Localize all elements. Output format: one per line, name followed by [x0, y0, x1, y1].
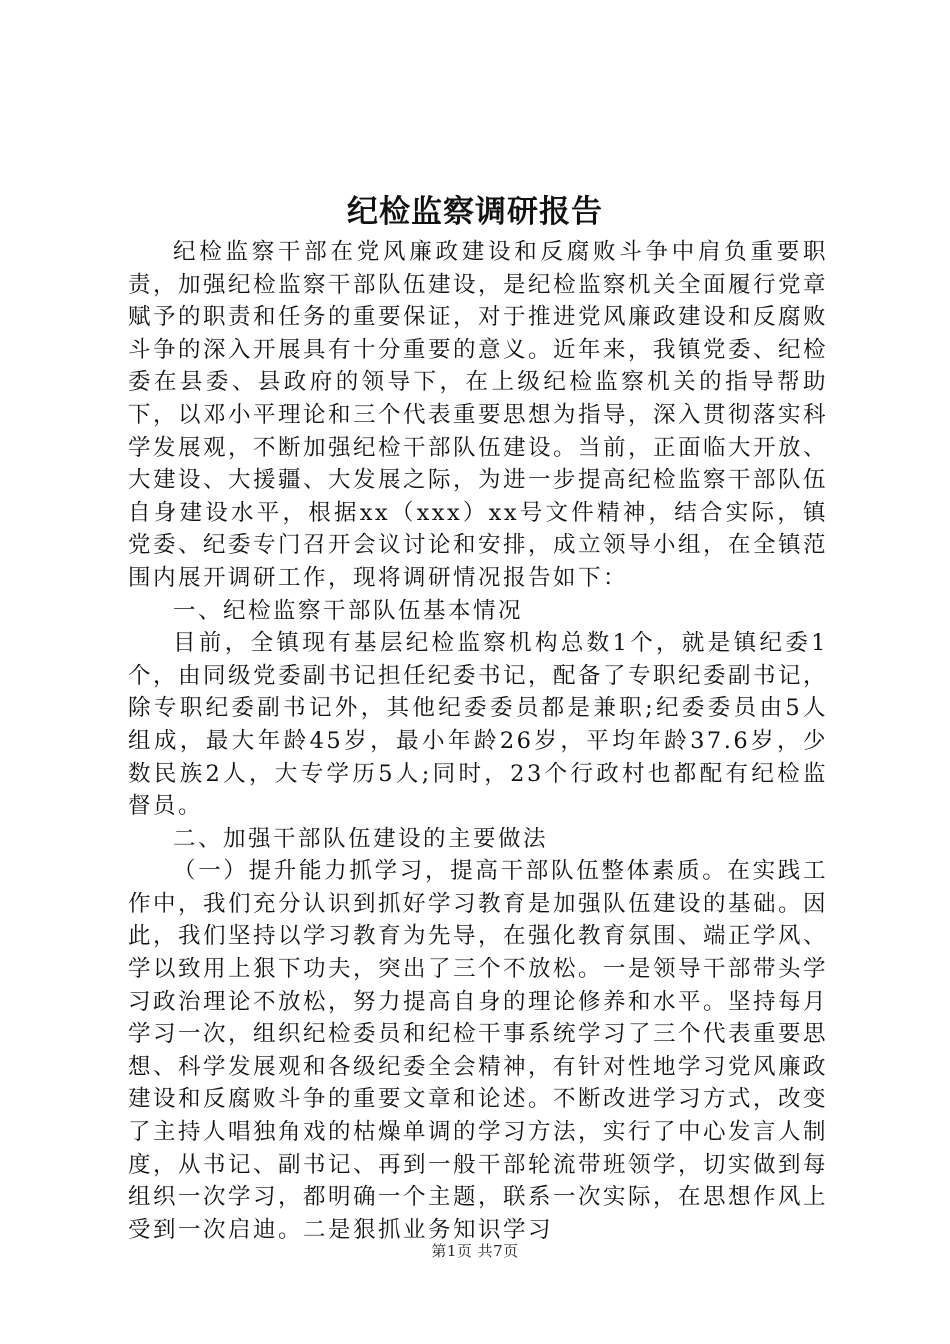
section-heading-1: 一、纪检监察干部队伍基本情况 [173, 597, 524, 624]
document-title: 纪检监察调研报告 [347, 194, 603, 230]
paragraph-study: （一）提升能力抓学习，提高干部队伍整体素质。在实践工作中，我们充分认识到抓好学习教育是加强队伍建设的基础。因此，我们坚持以学习教育为先导，在强化教育氛围、端正学风、学以致用上狠下功夫，突出了三个不放松。一是领导干部带头学习政治理论不放松，努力提高自身的理论修养和水平。坚持每月学习一次，组织纪检委员和纪检干事系统学习了三个代表重要思想、科学发展观和各级纪委全会精神，有针对性地学习党风廉政建设和反腐败斗争的重要文章和论述。不断改进学习方式，改变了主持人唱独角戏的枯燥单调的学习方法，实行了中心发言人制度，从书记、副书记、再到一般干部轮流带班领学，切实做到每组织一次学习，都明确一个主题，联系一次实际，在思想作风上受到一次启迪。二是狠抓业务知识学习 [128, 858, 829, 1243]
section-heading-2: 二、加强干部队伍建设的主要做法 [173, 825, 549, 852]
paragraph-basic-situation: 目前，全镇现有基层纪检监察机构总数1个，就是镇纪委1个，由同级党委副书记担任纪委书记，配备了专职纪委副书记，除专职纪委副书记外，其他纪委委员都是兼职;纪委委员由5人组成，最大年龄45岁，最小年龄26岁，平均年龄37.6岁，少数民族2人，大专学历5人;同时，23个行政村也都配有纪检监督员。 [128, 630, 829, 820]
page-number-footer: 第1页 共7页 [431, 1242, 519, 1260]
paragraph-intro: 纪检监察干部在党风廉政建设和反腐败斗争中肩负重要职责，加强纪检监察干部队伍建设，是纪检监察机关全面履行党章赋予的职责和任务的重要保证，对于推进党风廉政建设和反腐败斗争的深入开展具有十分重要的意义。近年来，我镇党委、纪检委在县委、县政府的领导下，在上级纪检监察机关的指导帮助下，以邓小平理论和三个代表重要思想为指导，深入贯彻落实科学发展观，不断加强纪检干部队伍建设。当前，正面临大开放、大建设、大援疆、大发展之际，为进一步提高纪检监察干部队伍自身建设水平，根据xx（xxx）xx号文件精神，结合实际，镇党委、纪委专门召开会议讨论和安排，成立领导小组，在全镇范围内展开调研工作，现将调研情况报告如下： [128, 239, 829, 591]
document-body [128, 236, 828, 1246]
